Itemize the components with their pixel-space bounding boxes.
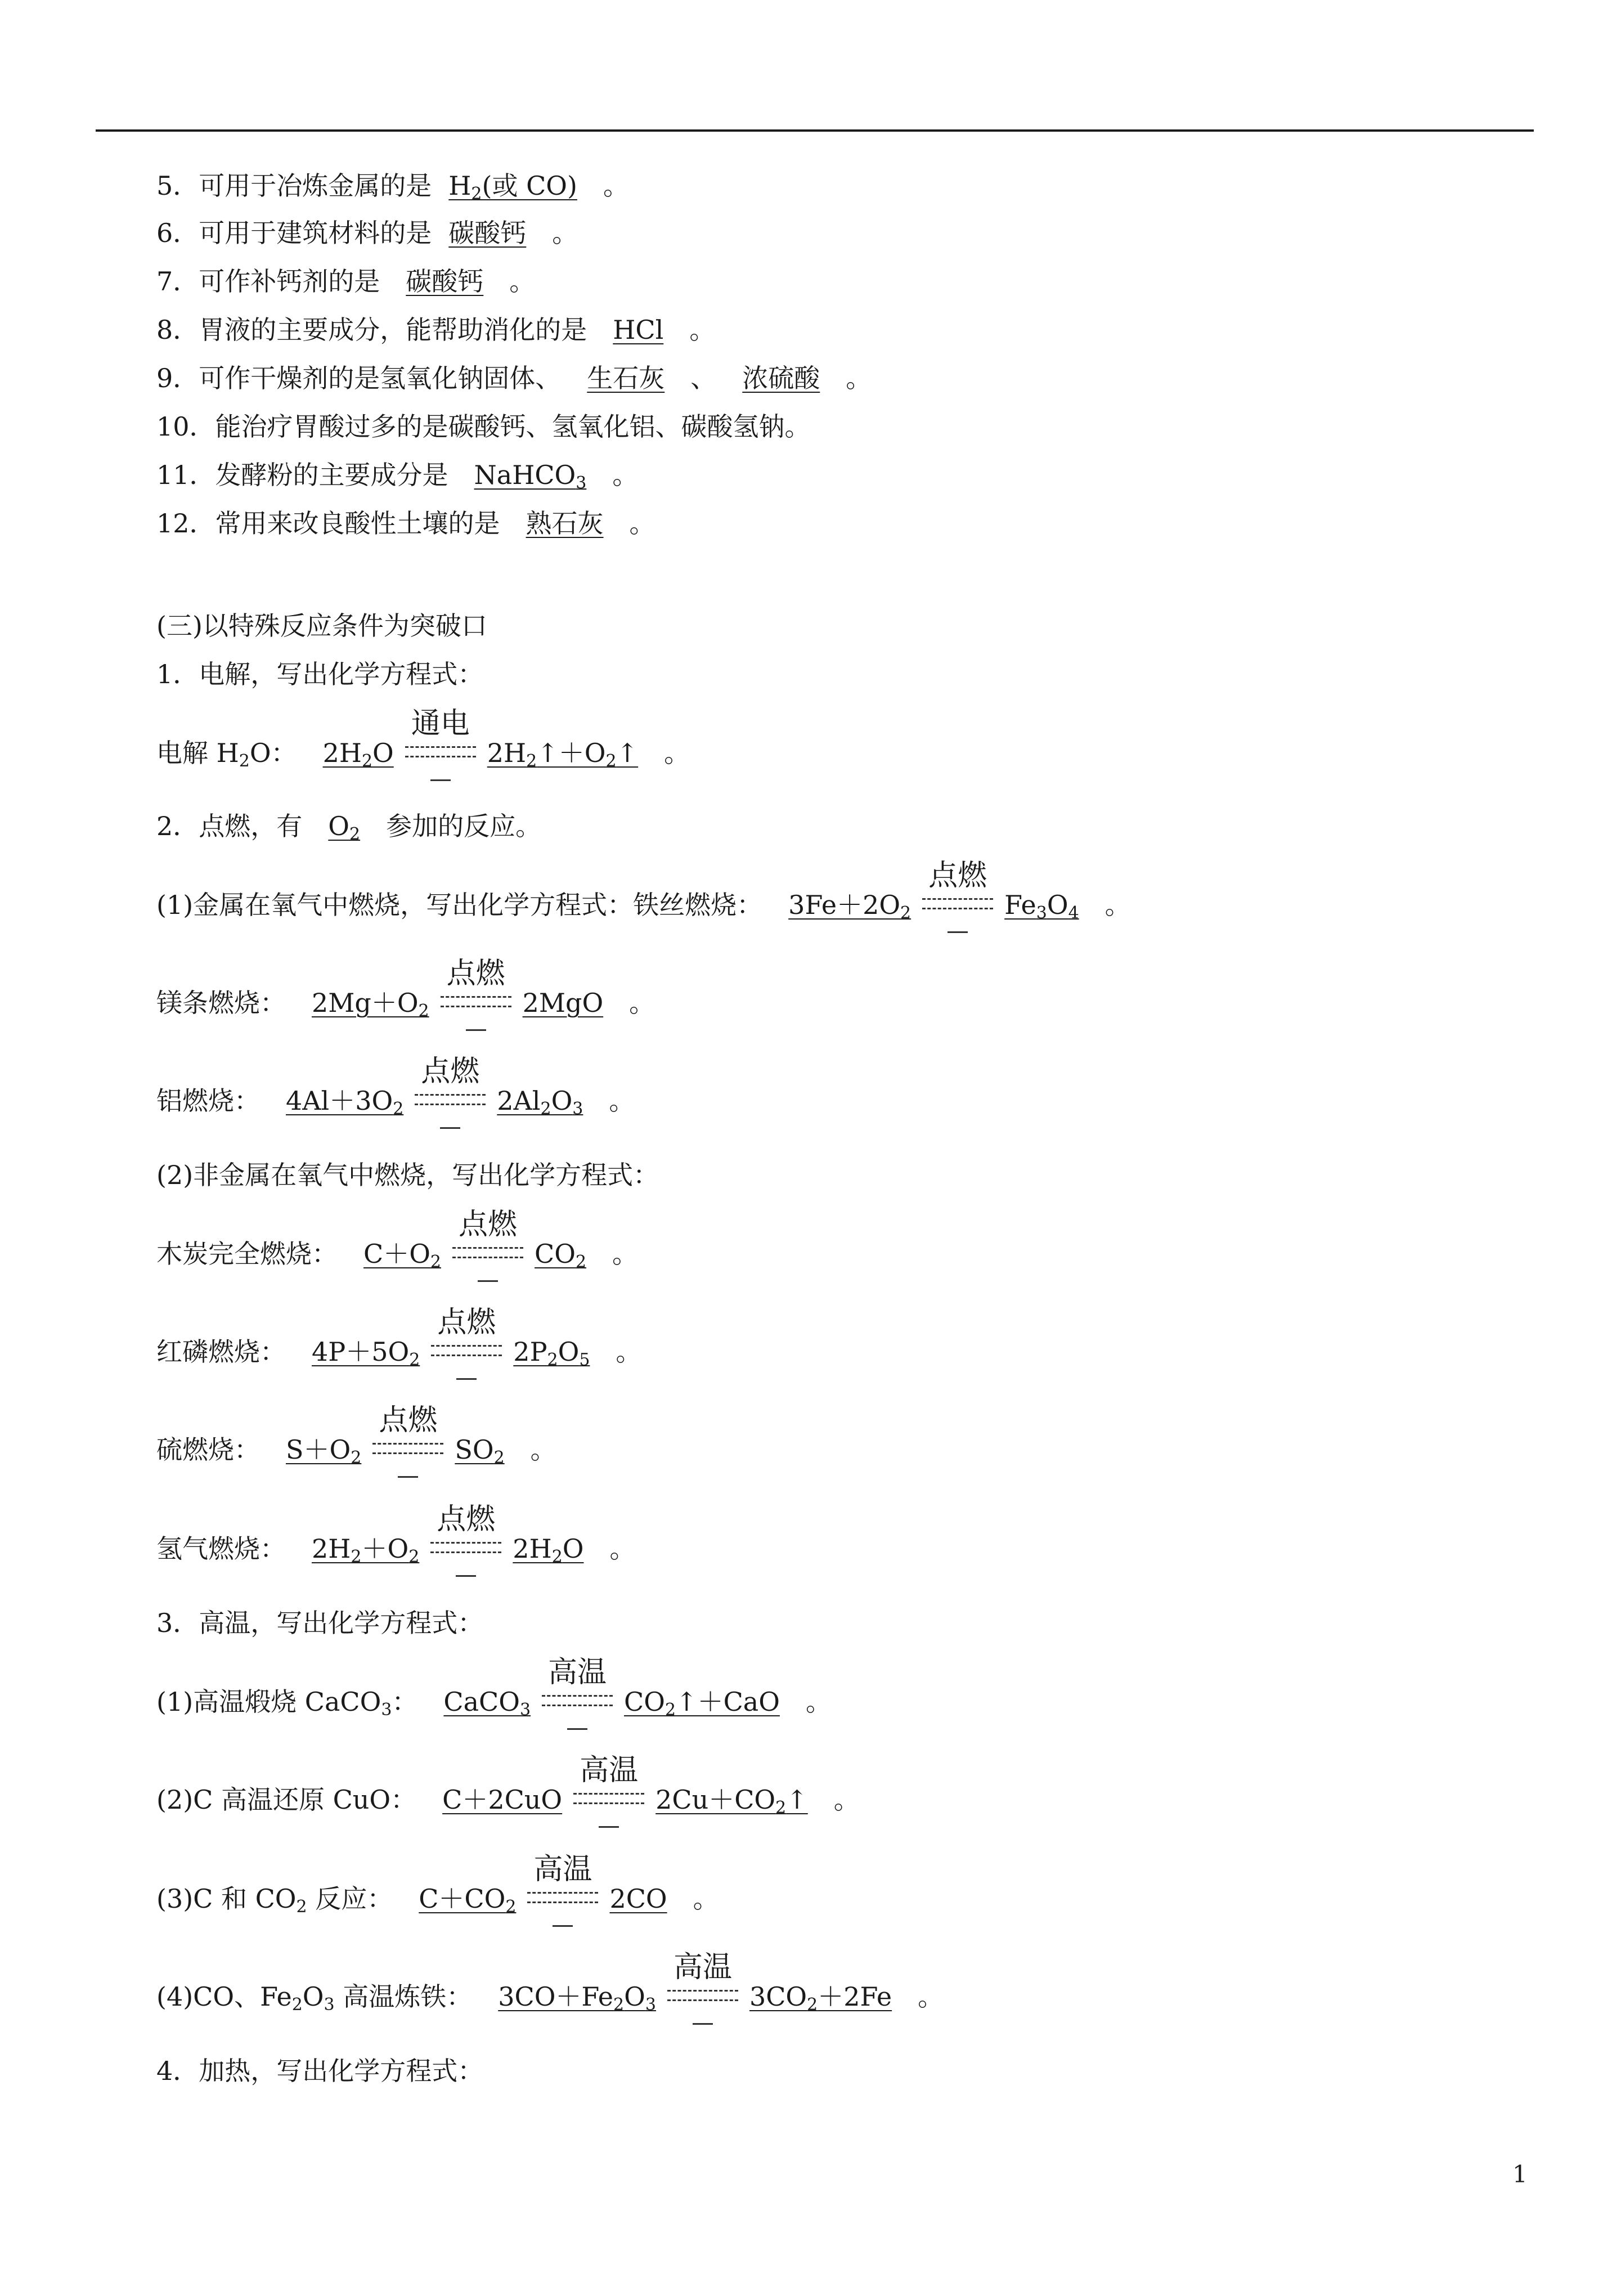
reaction-condition: 点燃 xyxy=(922,889,993,921)
equation-aluminum: 铝燃烧： $4Al+3O_2$ 点燃 $2Al_2O_3$ 。 xyxy=(156,1085,635,1116)
question-1: 1．电解，写出化学方程式： xyxy=(156,659,484,689)
reaction-condition: 点燃 xyxy=(415,1085,486,1116)
question-2: 2．点燃，有 $O_2$ 参加的反应。 xyxy=(156,811,542,844)
equation-cuo-reduction: (2)C 高温还原 CuO： C＋2CuO 高温 $2Cu+CO_2↑$ 。 xyxy=(156,1784,860,1815)
reaction-condition: 点燃 xyxy=(431,1336,502,1367)
reaction-condition: 高温 xyxy=(542,1686,613,1717)
reaction-condition: 点燃 xyxy=(372,1434,443,1465)
item-8: 8．胃液的主要成分，能帮助消化的是 HCl 。 xyxy=(156,315,716,345)
item-12: 12．常用来改良酸性土壤的是 熟石灰 。 xyxy=(156,508,655,539)
equation-magnesium: 镁条燃烧： $2Mg+O_2$ 点燃 2MgO 。 xyxy=(156,987,655,1019)
equation-electrolysis: 电解 $H_2O$： $2H_2O$ 通电 $2H_2↑+O_2↑$ 。 xyxy=(156,737,690,769)
reaction-condition: 点燃 xyxy=(441,987,511,1019)
item-11: 11．发酵粉的主要成分是 NaHCO$_3$ 。 xyxy=(156,460,639,493)
subheading-nonmetal: (2)非金属在氧气中燃烧，写出化学方程式： xyxy=(156,1160,659,1190)
reaction-condition: 点燃 xyxy=(430,1533,501,1564)
item-10: 10．能治疗胃酸过多的是碳酸钙、氢氧化铝、碳酸氢钠。 xyxy=(156,411,811,442)
item-7: 7．可作补钙剂的是 碳酸钙 。 xyxy=(156,266,536,297)
reaction-condition: 高温 xyxy=(573,1784,644,1815)
reaction-condition: 高温 xyxy=(527,1883,598,1914)
page-number: 1 xyxy=(1512,2160,1528,2188)
equation-phosphorus: 红磷燃烧： $4P+5O_2$ 点燃 $2P_2O_5$ 。 xyxy=(156,1336,641,1367)
item-5: 5．可用于冶炼金属的是 $H_2$(或 CO) 。 xyxy=(156,171,629,204)
reaction-condition: 通电 xyxy=(405,737,476,769)
question-3: 3．高温，写出化学方程式： xyxy=(156,1608,484,1638)
header-rule xyxy=(96,129,1534,132)
equation-carbon: 木炭完全燃烧： $C+O_2$ 点燃 $CO_2$ 。 xyxy=(156,1238,638,1270)
equation-iron-smelting: (4)CO、$Fe_2O_3$ 高温炼铁： $3CO+Fe_2O_3$ 高温 $3CO_2+2Fe$ 。 xyxy=(156,1981,944,2012)
equation-calcination: (1)高温煅烧 CaCO$_3$： CaCO$_3$ 高温 $CO_2↑+CaO$ 。 xyxy=(156,1686,832,1717)
reaction-condition: 高温 xyxy=(667,1981,738,2012)
equation-hydrogen: 氢气燃烧： $2H_2+O_2$ 点燃 $2H_2O$ 。 xyxy=(156,1533,636,1564)
equation-sulfur: 硫燃烧： $S+O_2$ 点燃 $SO_2$ 。 xyxy=(156,1434,556,1465)
reaction-condition: 点燃 xyxy=(452,1238,523,1270)
section-heading: (三)以特殊反应条件为突破口 xyxy=(156,611,487,641)
equation-c-co2: (3)C 和 $CO_2$ 反应： $C+CO_2$ 高温 2CO 。 xyxy=(156,1883,719,1914)
equation-iron: (1)金属在氧气中燃烧，写出化学方程式：铁丝燃烧： $3Fe+2O_2$ 点燃 $Fe_3O_4$ 。 xyxy=(156,889,1131,921)
question-4: 4．加热，写出化学方程式： xyxy=(156,2056,484,2086)
item-6: 6．可用于建筑材料的是 碳酸钙 。 xyxy=(156,218,578,248)
item-9: 9．可作干燥剂的是氢氧化钠固体、 生石灰 、 浓硫酸 。 xyxy=(156,363,872,393)
